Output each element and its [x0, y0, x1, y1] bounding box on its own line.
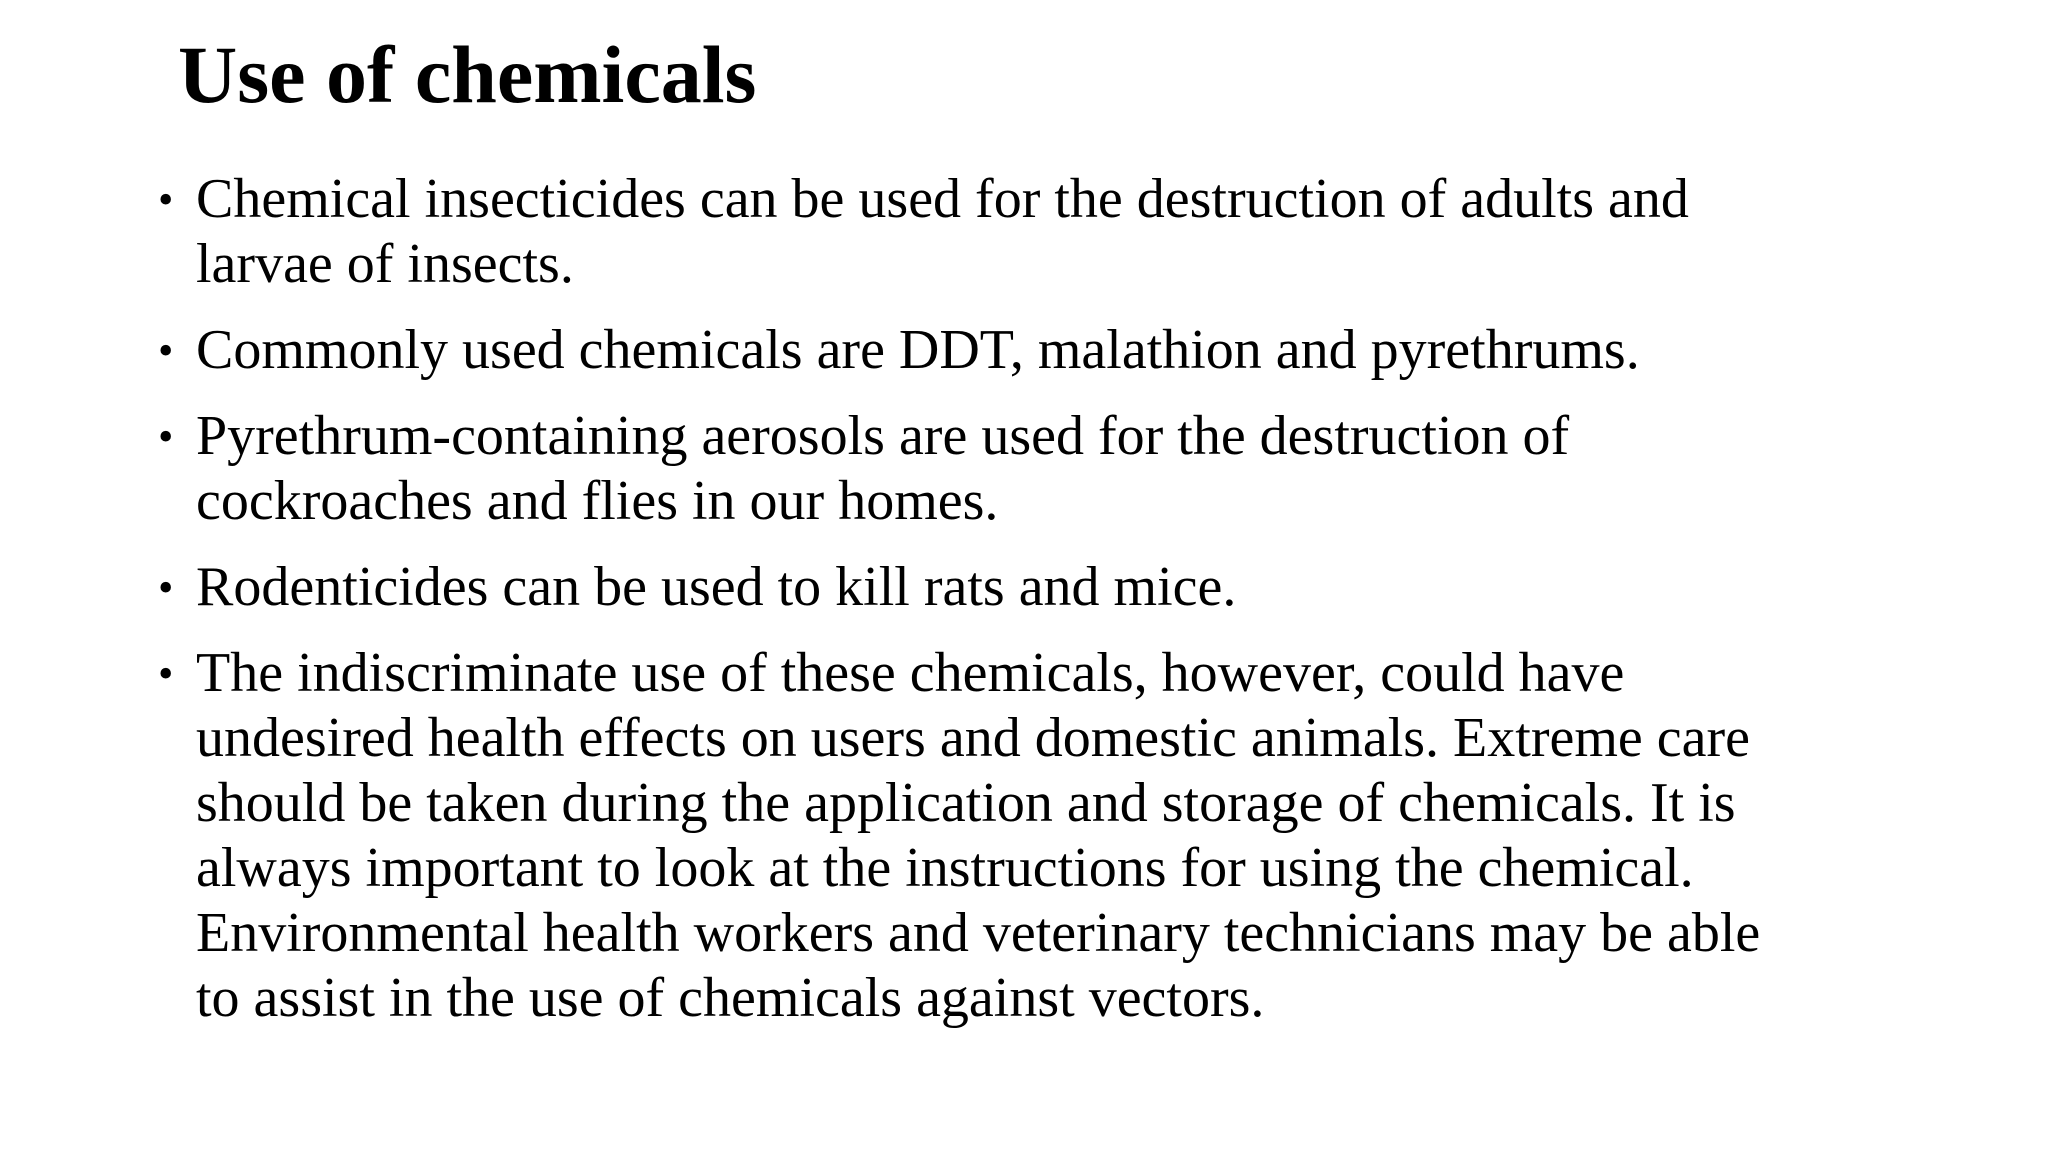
bullet-item-aerosols	[0, 404, 2048, 534]
bullet-item-insecticides	[0, 167, 2048, 297]
bullet-list	[0, 167, 2048, 1052]
bullet-text: Pyrethrum-containing aerosols are used for the destruction of cockroaches and flies in our homes.	[196, 405, 1570, 532]
bullet-text: The indiscriminate use of these chemicals, however, could have undesired health effects on users and domestic animals. Extreme care should be taken during the application and storage of chemicals. It is always important to look at the instructions for using the chemical. Environmental health workers and veterinary technicians may be able to assist in the use of chemicals against vectors.	[196, 642, 1761, 1029]
slide-title: Use of chemicals	[178, 29, 757, 120]
bullet-point-icon: •	[158, 649, 174, 698]
bullet-point-icon: •	[158, 412, 174, 461]
bullet-point-icon: •	[158, 326, 174, 375]
bullet-item-common-chemicals	[0, 318, 2048, 383]
bullet-item-rodenticides	[0, 555, 2048, 620]
bullet-point-icon: •	[158, 175, 174, 224]
bullet-text: Chemical insecticides can be used for the destruction of adults and larvae of insects.	[196, 168, 1689, 295]
bullet-text: Commonly used chemicals are DDT, malathion and pyrethrums.	[196, 319, 1640, 381]
bullet-point-icon: •	[158, 563, 174, 612]
bullet-item-indiscriminate-use	[0, 641, 2048, 1031]
bullet-text: Rodenticides can be used to kill rats and mice.	[196, 556, 1237, 618]
